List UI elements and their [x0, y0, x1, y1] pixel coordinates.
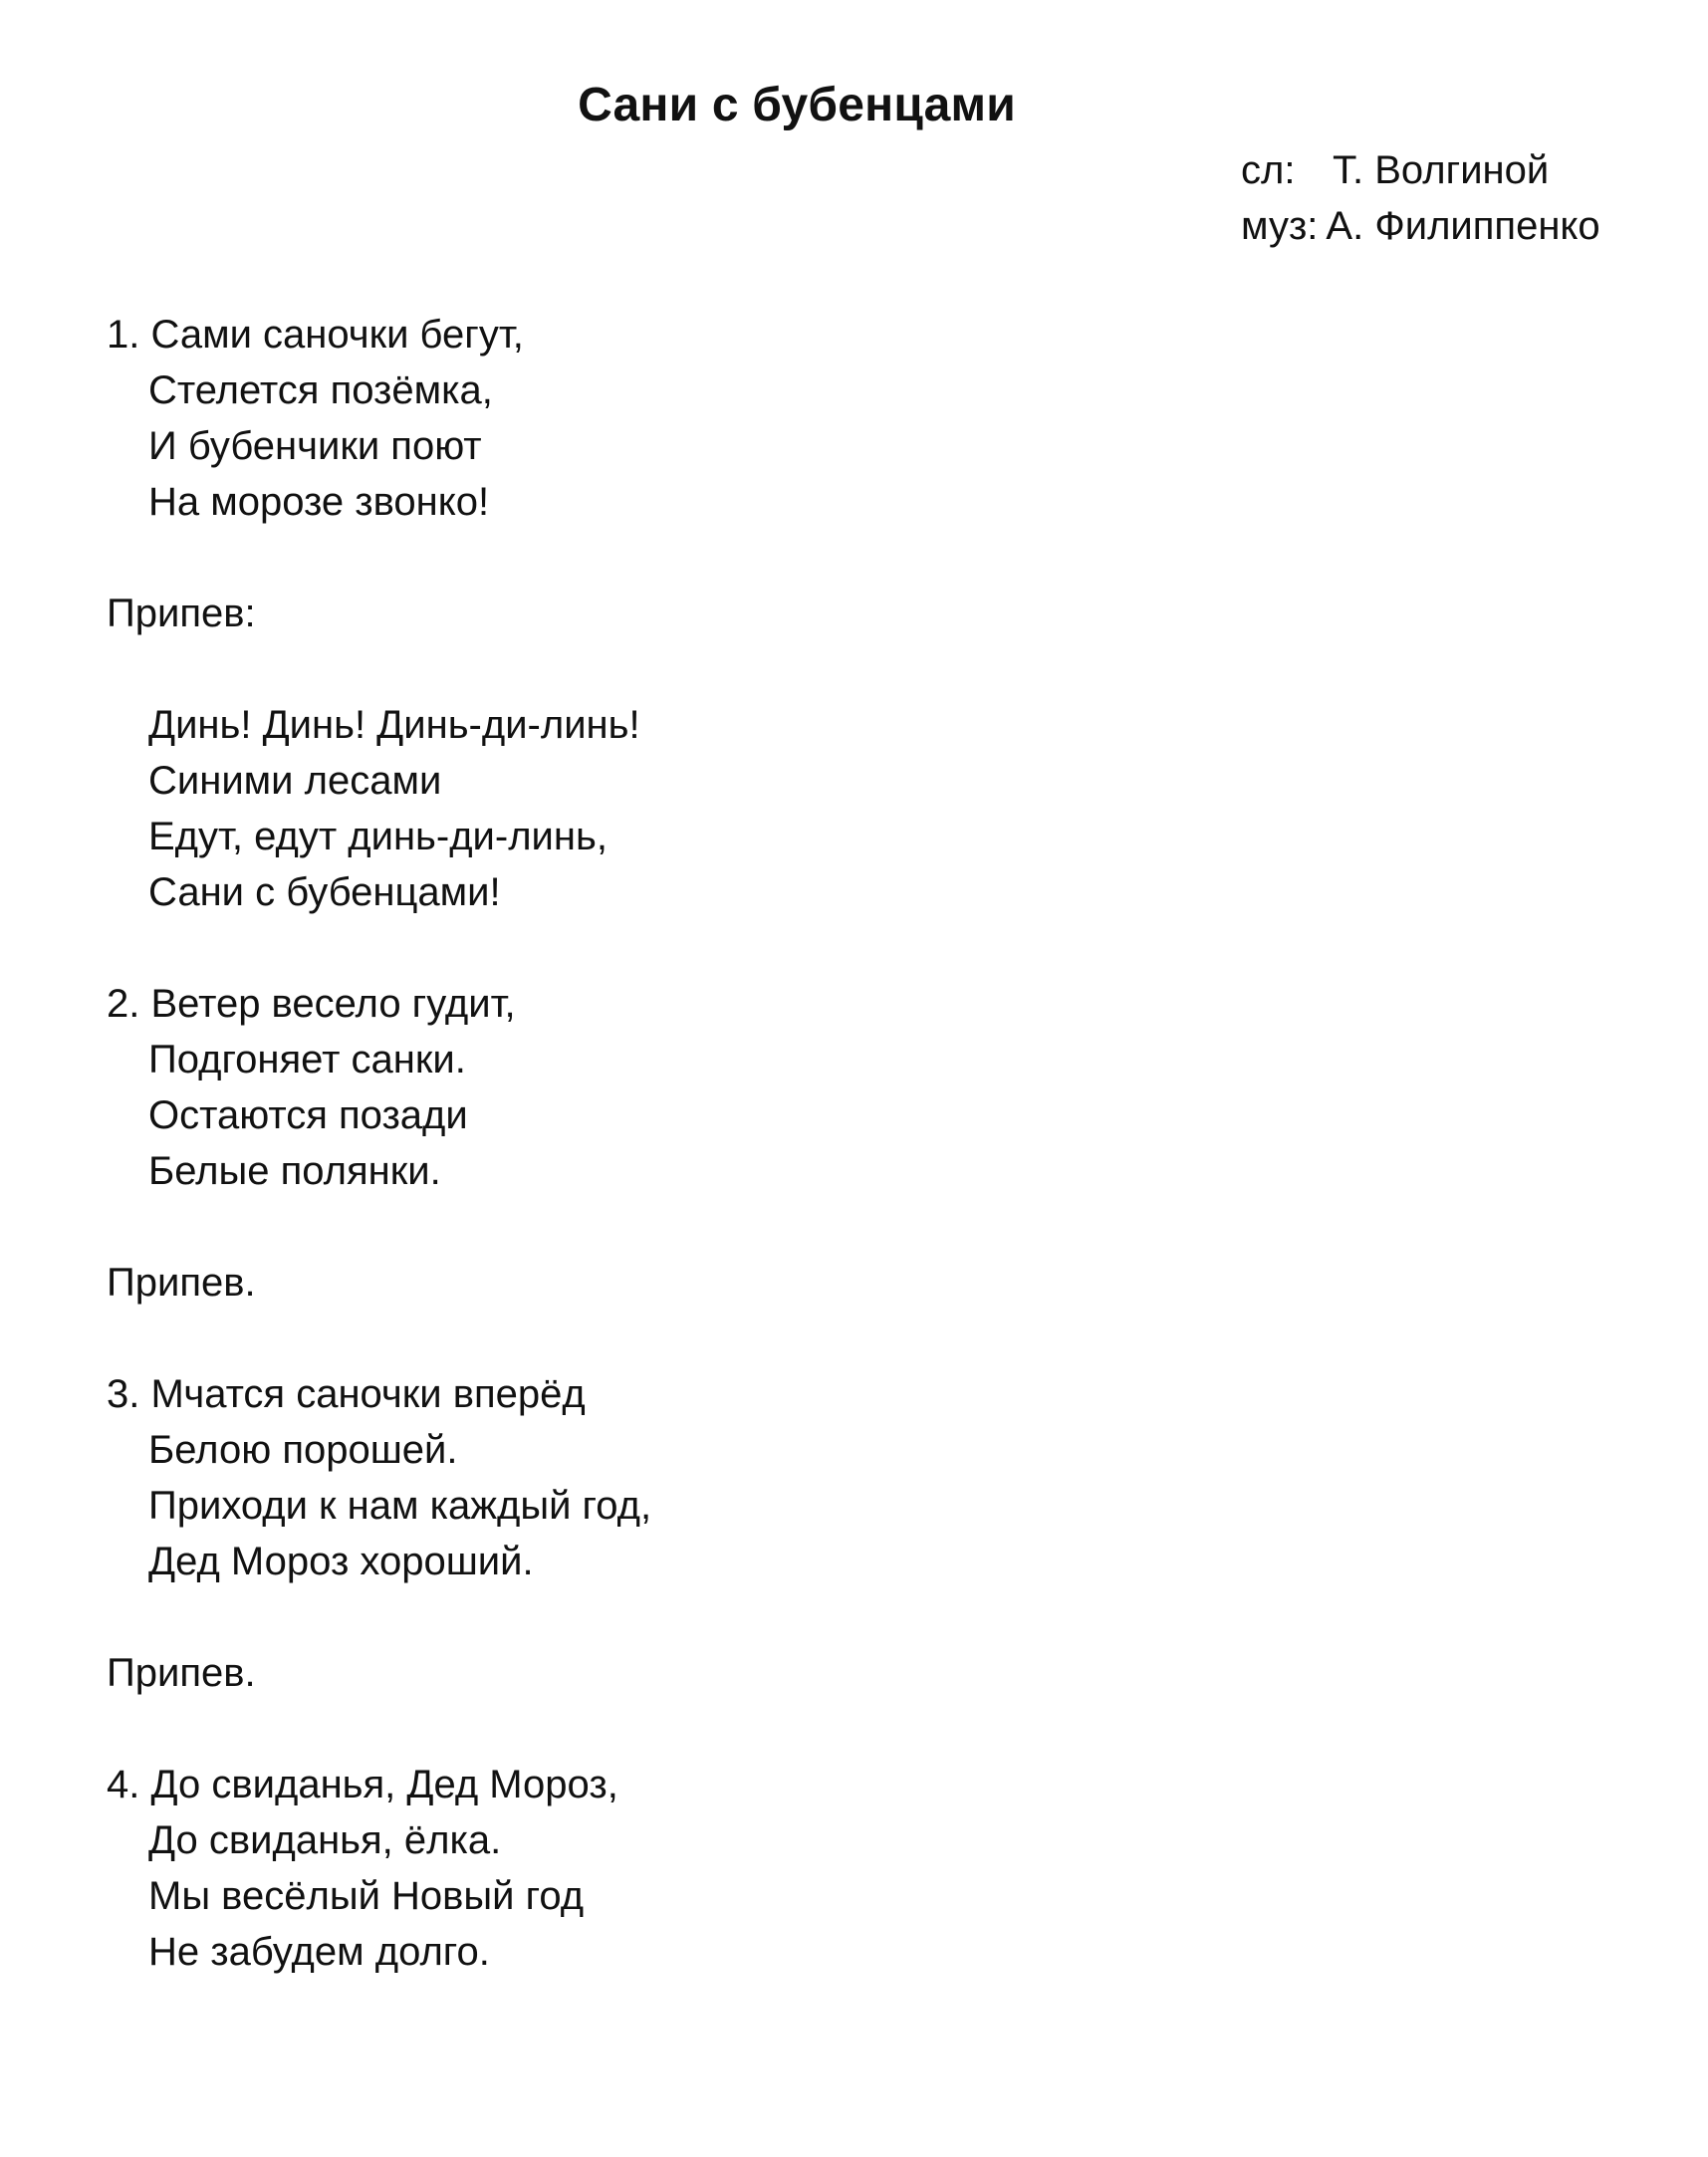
verse-number: 1.: [107, 313, 140, 357]
lyrics-credit: [1241, 142, 1600, 198]
chorus: [107, 697, 1600, 920]
song-title: Сани с бубенцами: [578, 79, 1016, 131]
chorus-reference: Припев.: [107, 1261, 256, 1305]
chorus-line: Едут, едут динь-ди-линь,: [148, 815, 608, 858]
chorus-line: Синими лесами: [148, 759, 442, 803]
verse-line-text: Ветер весело гудит,: [150, 982, 516, 1026]
verse-line: [107, 1366, 1600, 1422]
verse-line: Белые полянки.: [148, 1149, 441, 1193]
verse-line: На морозе звонко!: [148, 480, 490, 524]
music-label: муз:: [1241, 204, 1319, 248]
verse-line: Мы весёлый Новый год: [148, 1874, 585, 1918]
lyrics-author: Т. Волгиной: [1333, 148, 1550, 192]
verse-line: Стелется позёмка,: [148, 368, 493, 412]
verse-line-text: Мчатся саночки вперёд: [150, 1372, 586, 1416]
verse-line: [107, 1757, 1600, 1812]
music-credit: [1241, 198, 1600, 254]
verse-line: Дед Мороз хороший.: [148, 1540, 534, 1583]
chorus-header: Припев:: [107, 592, 256, 635]
chorus-reference: Припев.: [107, 1651, 256, 1695]
verse-line: [107, 307, 1600, 362]
verse-4: [107, 1757, 1600, 1980]
verse-line: Приходи к нам каждый год,: [148, 1484, 652, 1528]
verse-number: 3.: [107, 1372, 140, 1416]
verse-2: [107, 976, 1600, 1199]
verse-line: До свиданья, ёлка.: [148, 1818, 502, 1862]
verse-line: Подгоняет санки.: [148, 1038, 466, 1081]
verse-number: 2.: [107, 982, 140, 1026]
verse-line: Остаются позади: [148, 1093, 468, 1137]
verse-line: [107, 976, 1600, 1032]
music-author: А. Филиппенко: [1326, 204, 1600, 248]
verse-3: [107, 1366, 1600, 1589]
credits: [1241, 142, 1600, 254]
verse-number: 4.: [107, 1763, 140, 1806]
verse-line: Не забудем долго.: [148, 1930, 490, 1974]
chorus-line: Динь! Динь! Динь-ди-линь!: [148, 703, 640, 747]
verse-line-text: Сами саночки бегут,: [150, 313, 524, 357]
verse-1: [107, 307, 1600, 530]
verse-line: Белою порошей.: [148, 1428, 458, 1472]
lyrics-body: [107, 307, 1600, 1980]
chorus-line: Сани с бубенцами!: [148, 870, 501, 914]
verse-line: И бубенчики поют: [148, 424, 482, 468]
verse-line-text: До свиданья, Дед Мороз,: [150, 1763, 618, 1806]
lyrics-label: сл:: [1241, 148, 1296, 192]
